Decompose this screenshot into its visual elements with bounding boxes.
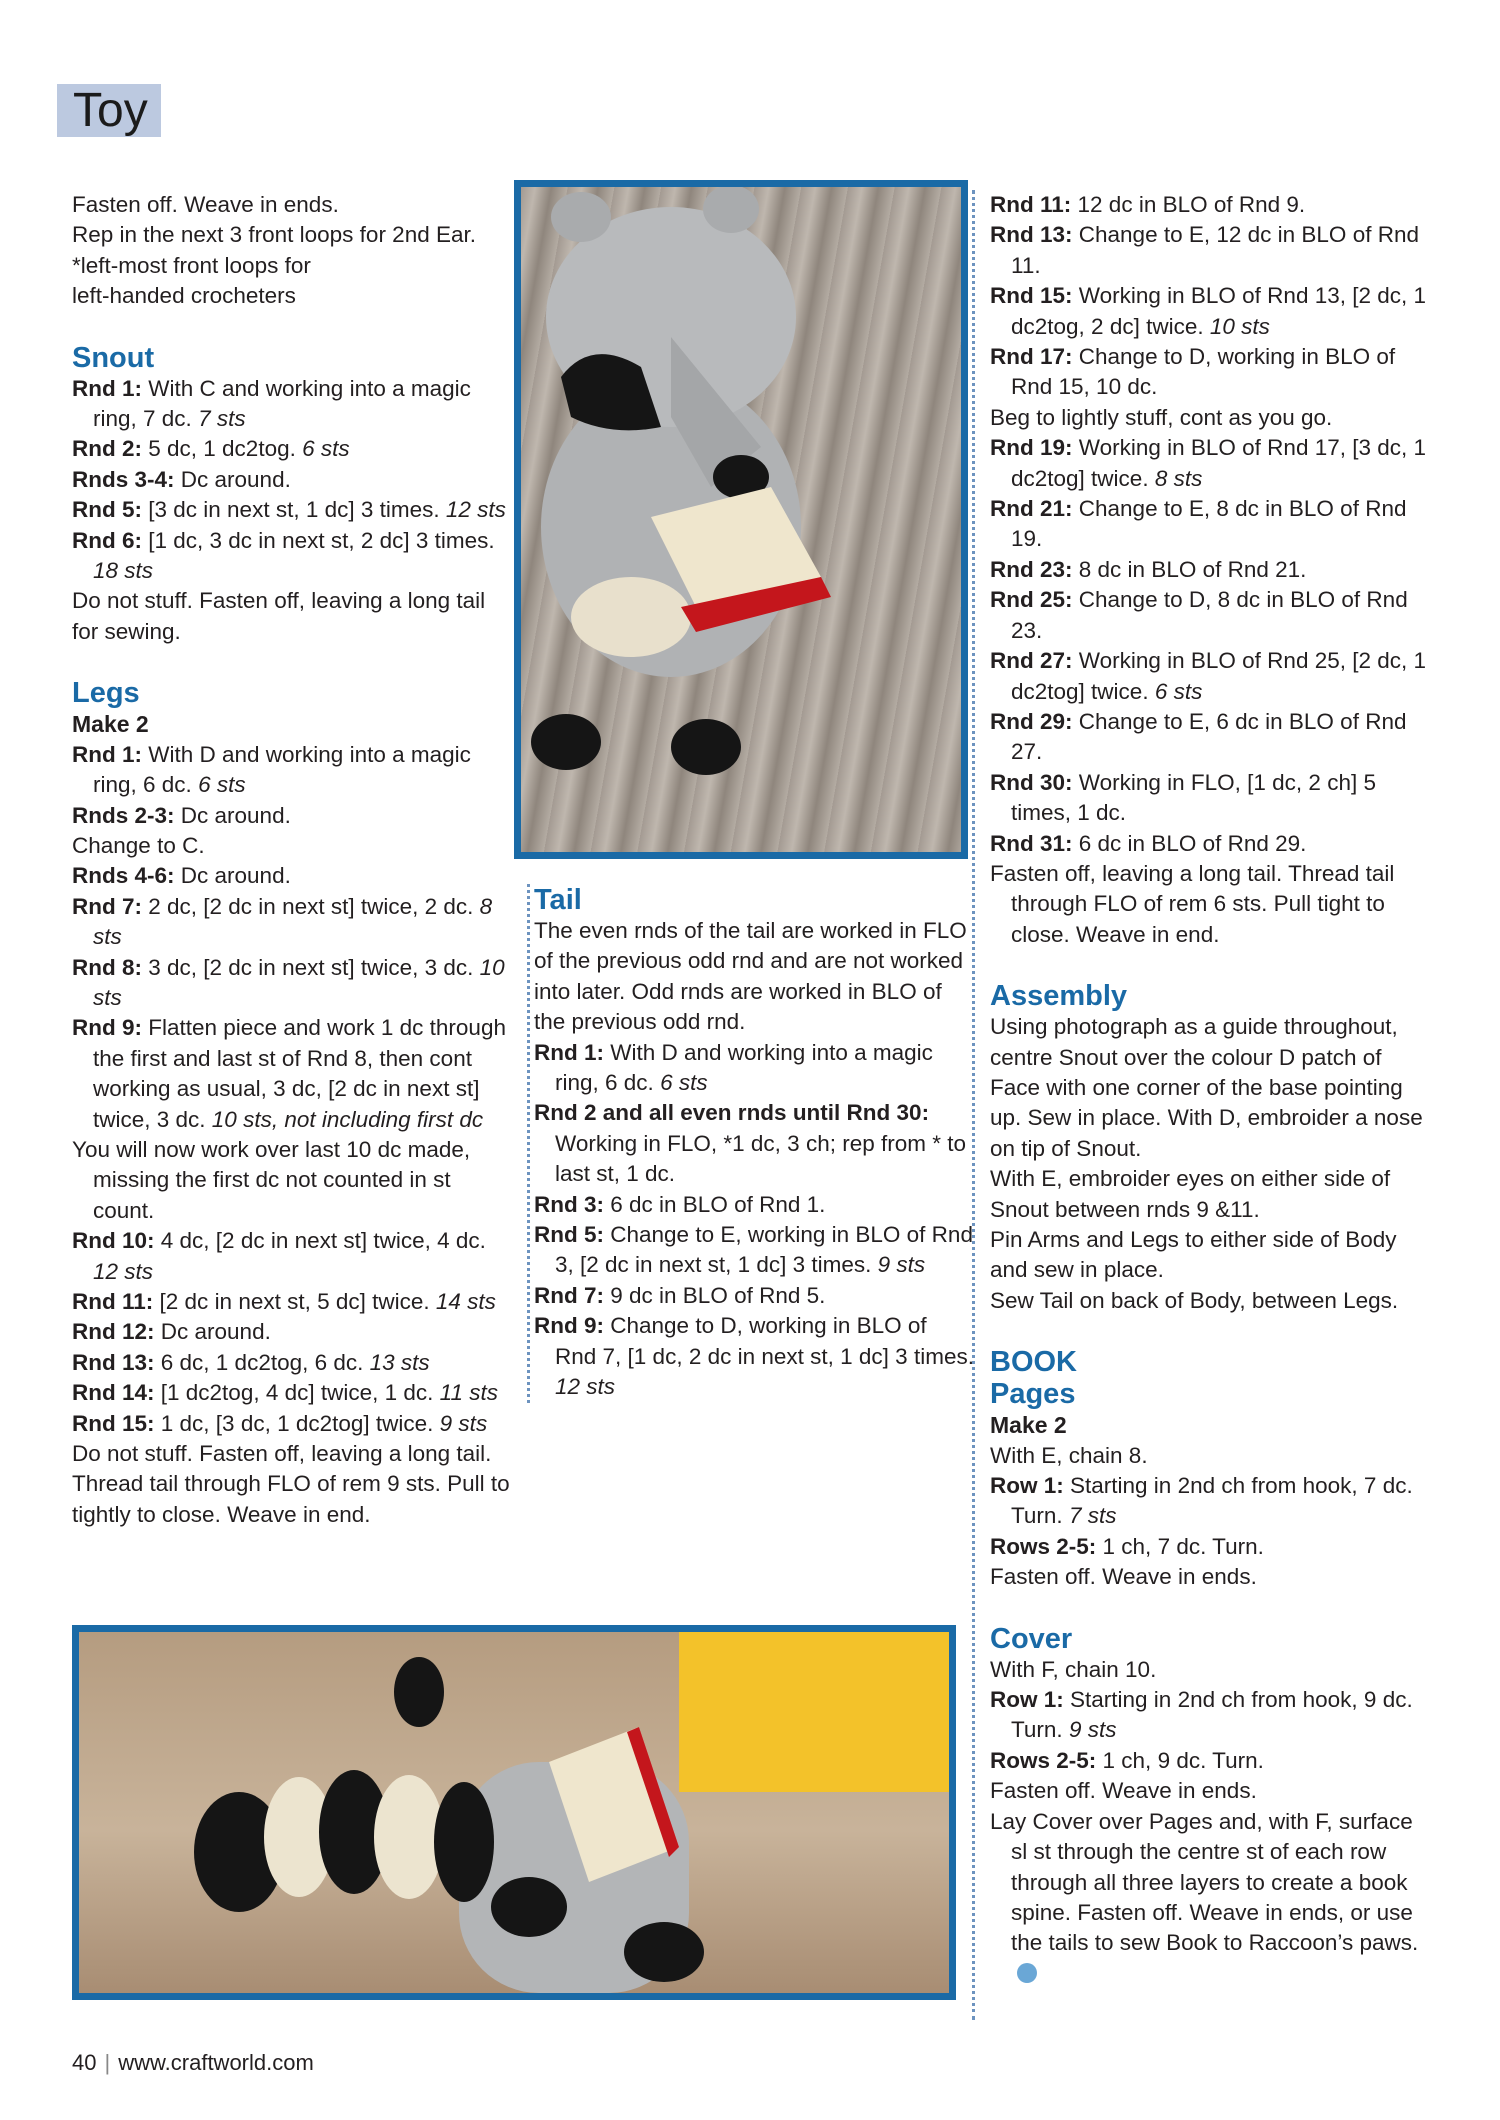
column-left <box>72 190 512 1530</box>
pattern-row <box>990 585 1430 646</box>
legs-rows <box>72 740 512 1439</box>
row-text: With D and working into a magic ring, 6 dc. <box>93 741 471 798</box>
pattern-row <box>990 1685 1430 1746</box>
stitch-count: 8 sts <box>1154 465 1203 491</box>
row-label: Rnd 13: <box>990 222 1073 248</box>
stitch-count: 11 sts <box>439 1380 499 1406</box>
row-label: Rnd 30: <box>990 769 1073 795</box>
stitch-count: 6 sts <box>1154 678 1203 704</box>
pattern-row <box>990 220 1430 281</box>
stitch-count: 7 sts <box>198 406 246 432</box>
row-text: Change to E, working in BLO of Rnd 3, [2 dc in next st, 1 dc] 3 times. <box>555 1222 973 1278</box>
stitch-count: 9 sts <box>439 1410 488 1436</box>
snout-rows <box>72 374 512 587</box>
pattern-row <box>990 190 1430 220</box>
pattern-row <box>990 342 1430 403</box>
row-label: Row 1: <box>990 1473 1064 1499</box>
stitch-count: 9 sts <box>877 1252 926 1278</box>
stitch-count: 13 sts <box>369 1349 430 1375</box>
stitch-count: 12 sts <box>445 497 506 523</box>
row-text: [1 dc, 3 dc in next st, 2 dc] 3 times. <box>142 527 495 553</box>
row-label: Rnd 1: <box>72 741 142 767</box>
row-text: With F, chain 10. <box>990 1656 1157 1682</box>
raccoon-illustration-top <box>521 187 961 852</box>
row-text: You will now work over last 10 dc made, missing the first dc not counted in st count. <box>72 1136 471 1223</box>
assembly-para: With E, embroider eyes on either side of Snout between rnds 9 &11. <box>990 1166 1391 1222</box>
pattern-row <box>534 1190 974 1220</box>
row-text: 6 dc in BLO of Rnd 29. <box>1072 830 1307 856</box>
row-text: Change to E, 6 dc in BLO of Rnd 27. <box>1011 708 1407 765</box>
legs-heading: Legs <box>72 677 140 710</box>
row-text: Change to E, 8 dc in BLO of Rnd 19. <box>1011 496 1407 552</box>
pattern-row <box>990 859 1430 950</box>
row-label: Rnd 19: <box>990 435 1073 461</box>
row-text: 4 dc, [2 dc in next st] twice, 4 dc. <box>154 1228 486 1254</box>
pattern-row <box>990 433 1430 494</box>
row-text: Change to D, 8 dc in BLO of Rnd 23. <box>1011 587 1408 643</box>
pattern-row <box>72 1226 512 1287</box>
row-text: 6 dc in BLO of Rnd 1. <box>604 1191 826 1217</box>
pattern-row <box>990 768 1430 829</box>
stitch-count: 10 sts, not including first dc <box>211 1106 484 1132</box>
pattern-row <box>72 1409 512 1439</box>
row-label: Rnd 14: <box>72 1380 155 1406</box>
row-text: 12 dc in BLO of Rnd 9. <box>1071 192 1306 217</box>
legs-subheading: Make 2 <box>72 711 149 738</box>
pattern-row <box>72 861 512 891</box>
row-text: Lay Cover over Pages and, with F, surface sl st through the centre st of each row through all three layers to create a book spine. Fasten off. Weave in ends, or use the tails to sew Book to Raccoon’s paws. <box>990 1808 1419 1956</box>
row-text: Change to D, working in BLO of Rnd 15, 10 dc. <box>1011 344 1396 400</box>
row-label: Rnd 10: <box>72 1228 155 1254</box>
page-number: 40 <box>72 2050 97 2075</box>
snout-heading: Snout <box>72 341 155 374</box>
row-text: Starting in 2nd ch from hook, 9 dc. Turn. <box>1011 1687 1413 1743</box>
row-label: Rnd 5: <box>534 1222 604 1248</box>
row-label: Rnd 8: <box>72 954 142 980</box>
row-label: Rnd 23: <box>990 556 1073 582</box>
row-text: 1 dc, [3 dc, 1 dc2tog] twice. <box>154 1410 440 1436</box>
row-label: Rnd 5: <box>72 497 142 523</box>
row-label: Rnds 4-6: <box>72 863 175 889</box>
row-text: 6 dc, 1 dc2tog, 6 dc. <box>154 1349 370 1375</box>
pattern-row <box>534 1098 974 1189</box>
row-label: Rnd 27: <box>990 648 1073 674</box>
row-text: Starting in 2nd ch from hook, 7 dc. Turn. <box>1011 1473 1413 1529</box>
pattern-row <box>990 1532 1430 1562</box>
row-text: [2 dc in next st, 5 dc] twice. <box>153 1289 436 1314</box>
pattern-row <box>534 1281 974 1311</box>
row-label: Rnd 7: <box>72 893 142 919</box>
row-label: Rnd 11: <box>72 1289 154 1314</box>
row-label: Rnd 31: <box>990 830 1073 856</box>
row-label: Rnd 7: <box>534 1282 604 1308</box>
pattern-row <box>990 1807 1430 1989</box>
assembly-para: Using photograph as a guide throughout, centre Snout over the colour D patch of Face with one corner of the base pointing up. Sew in place. With D, embroider a nose on tip of Snout. <box>990 1014 1423 1161</box>
row-text: 5 dc, 1 dc2tog. <box>142 436 303 462</box>
row-text: 1 ch, 7 dc. Turn. <box>1096 1533 1264 1559</box>
row-text: Fasten off. Weave in ends. <box>990 1564 1257 1590</box>
intro-line: Rep in the next 3 front loops for 2nd Ear. <box>72 222 477 248</box>
pattern-row <box>534 1311 974 1402</box>
tail-continued-rows <box>990 190 1430 950</box>
pattern-row <box>72 495 512 525</box>
cover-rows <box>990 1655 1430 1989</box>
row-label: Rnd 13: <box>72 1349 155 1375</box>
row-label: Rnd 11: <box>990 192 1072 217</box>
stitch-count: 14 sts <box>435 1289 496 1314</box>
raccoon-illustration-bottom <box>79 1632 949 1993</box>
snout-note: Do not stuff. Fasten off, leaving a long tail for sewing. <box>72 588 486 644</box>
row-text: With E, chain 8. <box>990 1442 1148 1468</box>
row-text: 2 dc, [2 dc in next st] twice, 2 dc. <box>142 893 480 919</box>
stitch-count: 7 sts <box>1068 1503 1117 1529</box>
row-label: Rnd 12: <box>72 1319 155 1345</box>
pattern-row <box>990 555 1430 585</box>
row-text: With C and working into a magic ring, 7 dc. <box>93 375 471 432</box>
row-label: Rnds 2-3: <box>72 802 175 828</box>
row-text: Dc around. <box>174 802 291 828</box>
row-text: 9 dc in BLO of Rnd 5. <box>604 1282 826 1308</box>
row-text: Beg to lightly stuff, cont as you go. <box>990 404 1333 430</box>
row-label: Rnd 2: <box>72 436 142 462</box>
pattern-row <box>72 1348 512 1378</box>
stitch-count: 12 sts <box>93 1258 154 1284</box>
stitch-count: 6 sts <box>660 1070 708 1096</box>
tail-rows <box>534 1038 974 1403</box>
row-text: Working in BLO of Rnd 13, [2 dc, 1 dc2tog, 2 dc] twice. <box>1011 283 1427 339</box>
row-label: Rnd 6: <box>72 527 142 553</box>
row-label: Rnd 9: <box>534 1313 604 1339</box>
intro-line: left-handed crocheters <box>72 283 296 309</box>
stitch-count: 12 sts <box>555 1374 616 1400</box>
intro-line: Fasten off. Weave in ends. <box>72 192 339 217</box>
tail-heading: Tail <box>534 884 582 916</box>
row-text: [1 dc2tog, 4 dc] twice, 1 dc. <box>154 1380 440 1406</box>
legs-note: Do not stuff. Fasten off, leaving a long tail. Thread tail through FLO of rem 9 sts. Pull to tightly to close. Weave in end. <box>72 1441 510 1527</box>
cover-heading: Cover <box>990 1622 1073 1655</box>
pages-subheading: Make 2 <box>990 1412 1067 1439</box>
pattern-row <box>72 740 512 801</box>
row-label: Rnd 17: <box>990 344 1073 370</box>
pattern-row <box>72 1317 512 1347</box>
row-text: Dc around. <box>174 466 291 492</box>
row-label: Rnd 21: <box>990 496 1073 522</box>
pattern-row <box>72 801 512 831</box>
stitch-count: 6 sts <box>198 772 246 798</box>
assembly-para: Pin Arms and Legs to either side of Body and sew in place. <box>990 1227 1397 1283</box>
row-text: Dc around. <box>174 863 291 889</box>
row-text: Working in BLO of Rnd 17, [3 dc, 1 dc2tog] twice. <box>1011 435 1427 491</box>
row-text: Working in FLO, [1 dc, 2 ch] 5 times, 1 dc. <box>1011 769 1376 826</box>
stitch-count: 10 sts <box>93 954 505 1010</box>
column-divider <box>972 190 975 2020</box>
website-link[interactable]: www.craftworld.com <box>118 2050 314 2075</box>
column-middle <box>527 884 974 1403</box>
pattern-row <box>990 281 1430 342</box>
stitch-count: 9 sts <box>1068 1717 1117 1743</box>
row-label: Rnd 15: <box>72 1410 155 1436</box>
pattern-row <box>534 1038 974 1099</box>
pattern-row <box>72 1013 512 1135</box>
row-label: Rnd 25: <box>990 587 1073 613</box>
pattern-row <box>990 707 1430 768</box>
row-text: With D and working into a magic ring, 6 dc. <box>555 1039 933 1096</box>
pattern-row <box>990 829 1430 859</box>
row-text: Flatten piece and work 1 dc through the first and last st of Rnd 8, then cont working as usual, 3 dc, [2 dc in next st] twice, 3 dc. <box>93 1015 506 1132</box>
pages-rows <box>990 1441 1430 1593</box>
pattern-row <box>990 1746 1430 1776</box>
pages-heading: Pages <box>990 1378 1076 1411</box>
row-text: Change to C. <box>72 832 205 858</box>
row-label: Rnds 3-4: <box>72 466 175 492</box>
row-text: Fasten off. Weave in ends. <box>990 1778 1257 1804</box>
row-label: Rows 2-5: <box>990 1533 1097 1559</box>
pattern-row <box>990 646 1430 707</box>
row-label: Rnd 3: <box>534 1191 604 1217</box>
row-text: Change to E, 12 dc in BLO of Rnd 11. <box>1011 222 1419 278</box>
row-label: Rnd 1: <box>534 1039 604 1065</box>
pattern-row <box>72 374 512 435</box>
pattern-row <box>990 403 1430 433</box>
assembly-heading: Assembly <box>990 980 1128 1013</box>
pattern-row <box>72 1135 512 1226</box>
pattern-row <box>990 1441 1430 1471</box>
pattern-row <box>72 953 512 1014</box>
row-label: Row 1: <box>990 1687 1064 1713</box>
yarn-ball-icon <box>1017 1963 1037 1983</box>
pattern-row <box>72 1287 512 1317</box>
pattern-row <box>990 1655 1430 1685</box>
row-text: Dc around. <box>154 1319 271 1345</box>
row-label: Rnd 29: <box>990 708 1073 734</box>
tail-intro: The even rnds of the tail are worked in FLO of the previous odd rnd and are not worked into later. Odd rnds are worked in BLO of the previous odd rnd. <box>534 918 967 1035</box>
row-label: Rows 2-5: <box>990 1747 1097 1773</box>
row-text: 3 dc, [2 dc in next st] twice, 3 dc. <box>142 954 480 980</box>
stitch-count: 18 sts <box>93 558 154 584</box>
row-text: 8 dc in BLO of Rnd 21. <box>1072 556 1307 582</box>
section-tag: Toy <box>57 84 161 137</box>
stitch-count: 6 sts <box>302 436 350 462</box>
row-text: 1 ch, 9 dc. Turn. <box>1096 1747 1264 1773</box>
pattern-row <box>990 1776 1430 1806</box>
pattern-row <box>990 1562 1430 1592</box>
intro-text <box>72 190 512 312</box>
pattern-row <box>72 892 512 953</box>
row-text: Change to D, working in BLO of Rnd 7, [1 dc, 2 dc in next st, 1 dc] 3 times. <box>555 1313 974 1369</box>
stitch-count: 10 sts <box>1209 313 1270 339</box>
column-right <box>986 190 1430 1989</box>
assembly-para: Sew Tail on back of Body, between Legs. <box>990 1287 1399 1313</box>
row-label: Rnd 15: <box>990 283 1073 309</box>
intro-line: *left-most front loops for <box>72 252 311 278</box>
pattern-row <box>72 831 512 861</box>
pattern-row <box>72 434 512 464</box>
stitch-count: 8 sts <box>93 893 493 950</box>
pattern-row <box>534 1220 974 1281</box>
row-label: Rnd 9: <box>72 1015 142 1041</box>
row-text: Working in BLO of Rnd 25, [2 dc, 1 dc2tog] twice. <box>1011 648 1427 704</box>
row-text: Fasten off, leaving a long tail. Thread tail through FLO of rem 6 sts. Pull tight to close. Weave in end. <box>990 860 1395 947</box>
page-footer: 40 | www.craftworld.com <box>72 2050 314 2075</box>
book-heading: BOOK <box>990 1346 1077 1379</box>
pattern-row <box>990 494 1430 555</box>
row-label: Rnd 1: <box>72 375 142 401</box>
row-label: Rnd 2 and all even rnds until Rnd 30: <box>534 1100 930 1126</box>
pattern-row <box>990 1471 1430 1532</box>
row-text: Working in FLO, *1 dc, 3 ch; rep from * to last st, 1 dc. <box>555 1130 966 1187</box>
raccoon-photo-top <box>514 180 968 859</box>
row-text: [3 dc in next st, 1 dc] 3 times. <box>142 497 446 523</box>
pattern-row <box>72 465 512 495</box>
raccoon-photo-bottom <box>72 1625 956 2000</box>
pattern-row <box>72 1378 512 1408</box>
pattern-row <box>72 526 512 587</box>
